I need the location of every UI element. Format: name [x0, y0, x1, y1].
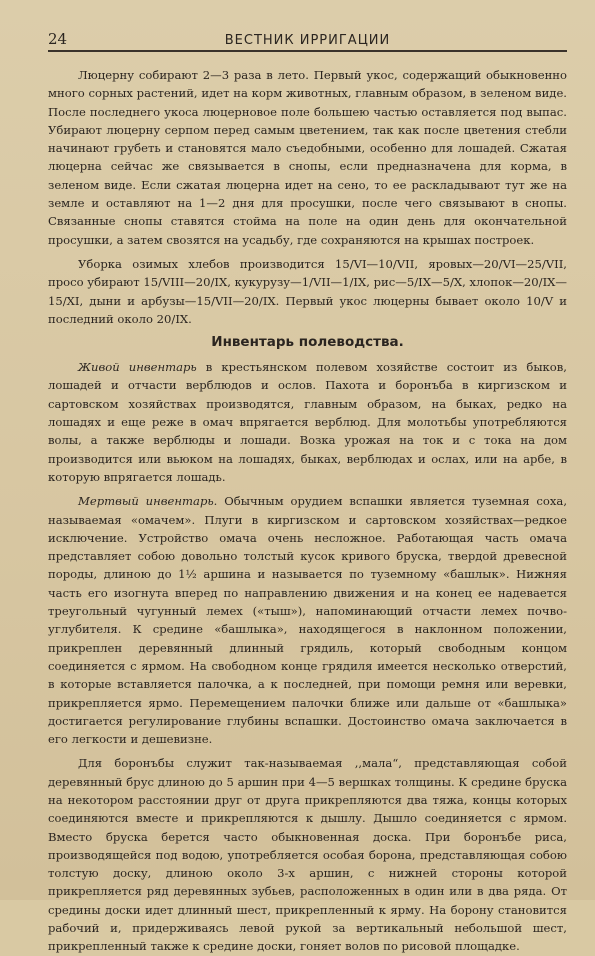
paragraph-lead-italic: Мертвый инвентарь. [78, 494, 218, 509]
paragraph-text: Обычным орудием вспашки является туземная соха, называемая «омачем». Плуги в киргизском и сартовском хозяйствах—редкое исключение. Устройство омача очень несложное. Работающая часть омача представляет собою довольно толстый кусок кривого бруска, твердой древесной породы, длиною до 1½ аршина и называется по туземному «башлык». Нижняя часть его изогнута вперед по направлению движения и на конец ее надевается треугольный чугунный лемех («тыш»), напоминающий отчасти лемех почво-углубителя. К средине «башлыка», находящегося в наклонном положении, прикреплен деревянный длинный грядиль, который свободным концом соединяется с ярмом. На свободном конце грядиля имеется несколько отверстий, в которые вставляется палочка, а к последней, при помощи ремня или веревки, прикрепляется ярмо. Перемещением палочки ближе или дальше от «башлыка» достигается регулирование глубины вспашки. Достоинство омача заключается в его легкости и дешевизне. [48, 494, 567, 747]
paragraph-harvest-dates: Уборка озимых хлебов производится 15/VI—10/VII, яровых—20/VI—25/VII, просо убирают 15/VIII—20/IX, кукурузу—1/VII—1/IX, рис—5/IX—5/X, хлопок—20/IX—15/XI, дыни и арбузы—15/VII—20/IX. Первый укос люцерны бывает около 10/V и последний около 20/IX. [48, 256, 567, 326]
paragraph-alfalfa-harvest: Люцерну собирают 2—3 раза в лето. Первый укос, содержащий обыкновенно много сорных растений, идет на корм животных, главным образом, в зеленом виде. После последнего укоса люцерновое поле большею частью оставляется под выпас. Убирают люцерну серпом перед самым цветением, так как после цветения стебли начинают грубеть и становятся мало съедобными, особенно для лошадей. Сжатая люцерна сейчас же связывается в снопы, если предназначена для корма, в зеленом виде. Если сжатая люцерна идет на сено, то ее раскладывают тут же на земле и оставляют на 1—2 дня для просушки, после чего связывают в снопы. Связанные снопы ставятся стойма на поле на один день для окончательной просушки, а затем свозятся на усадьбу, где сохраняются на крышах построек. [48, 68, 567, 247]
page-header [48, 30, 567, 52]
section-title: Инвентарь полеводства. [211, 334, 404, 351]
paragraph-text: в крестьянском полевом хозяйстве состоит из быков, лошадей и отчасти верблюдов и ослов. Пахота и боронъба в киргизском и сартовском хозяйствах производятся, главным образом, на быках, редко на лошадях и еще реже в омач впрягается верблюд. Для молотьбы употребляются волы, а также верблюды и лошади. Возка урожая на ток и с тока на дом производится или вьюком на лошадях, быках, верблюдах и ослах, или на арбе, в которую впрягается лошадь. [48, 360, 567, 484]
page-number: 24 [48, 30, 68, 48]
paragraph-implements [48, 492, 567, 748]
paragraph-lead-italic: Живой инвентарь [78, 360, 197, 375]
running-title: ВЕСТНИК ИРРИГАЦИИ [224, 33, 391, 48]
paragraph-livestock-inventory [48, 358, 567, 486]
paragraph-harrowing: Для боронъбы служит так-называемая ,,мала“, представляющая собой деревянный брус длиною до 5 аршин при 4—5 вершках толщины. К средине бруска на некотором расстоянии друг от друга прикрепляются два тяжа, концы которых соединяются вместе и прикрепляются к дышлу. Дышло соединяется с ярмом. Вместо бруска берется часто обыкновенная доска. При боронъбе риса, производящейся под водою, употребляется особая борона, представляющая собою толстую доску, длиною около 3-х аршин, с нижней стороны которой прикрепляется ряд деревянных зубьев, расположенных в один или в два ряда. От средины доски идет длинный шест, прикрепленный к ярму. На борону становится рабочий и, придерживаясь левой рукой за вертикальный небольшой шест, прикрепленный также к средине доски, гоняет волов по рисовой площадке. [48, 756, 567, 954]
article-body [48, 66, 567, 956]
